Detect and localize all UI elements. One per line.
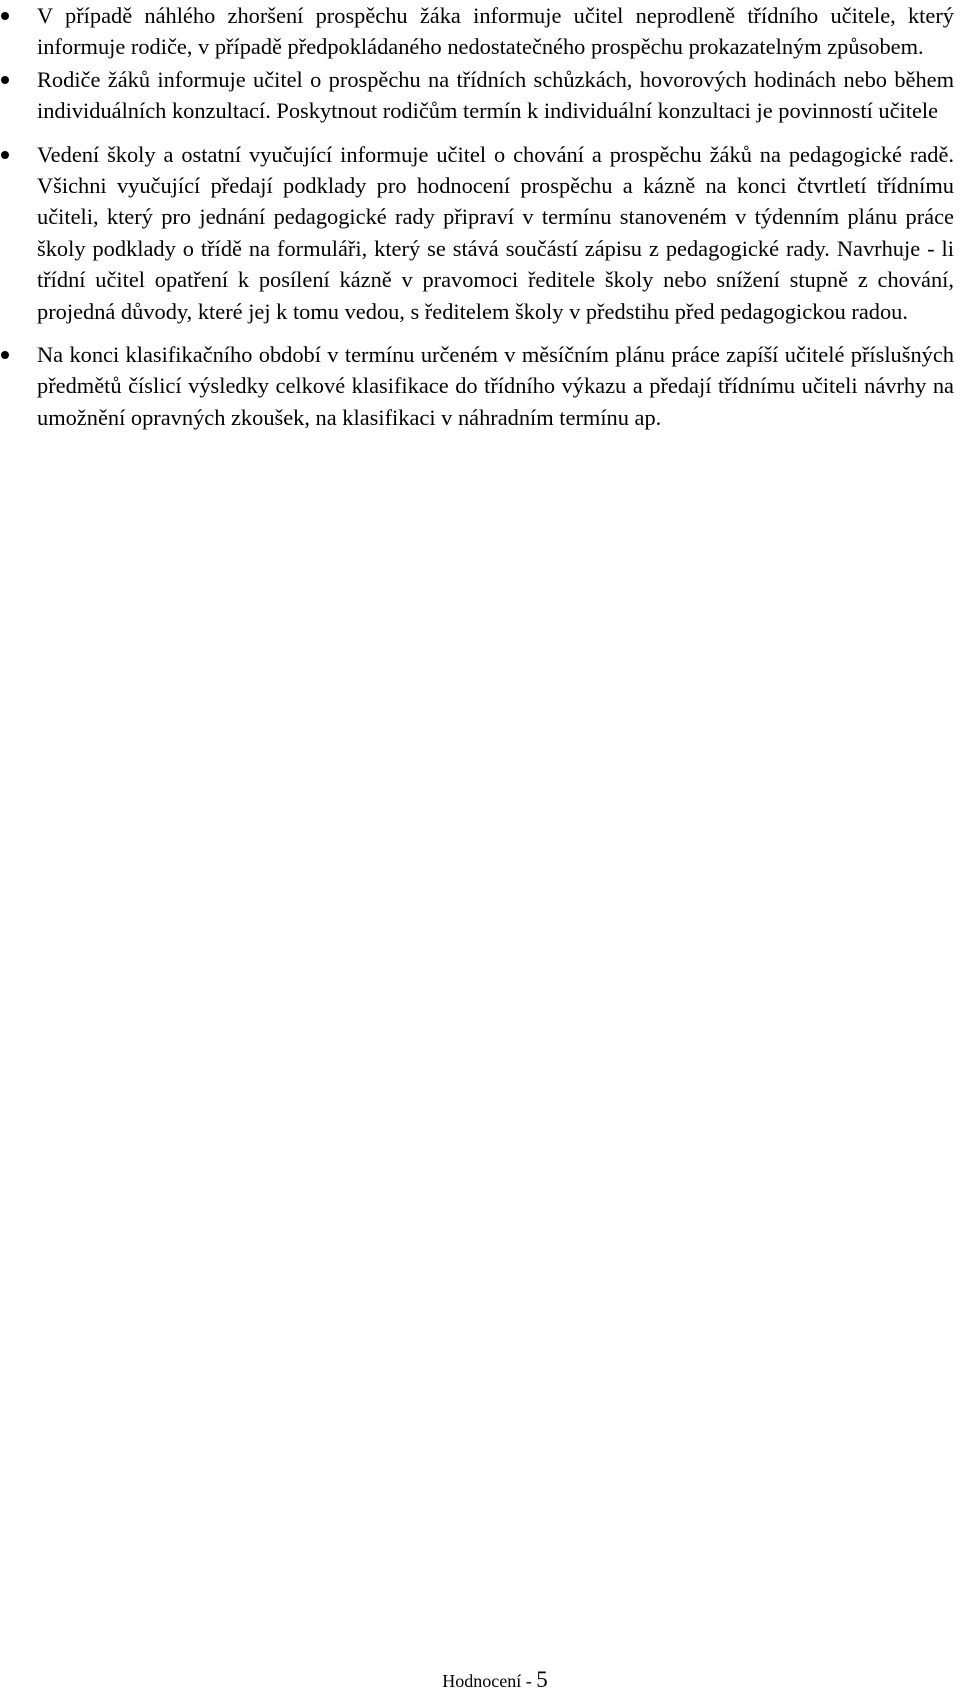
footer-label: Hodnocení - (442, 1671, 532, 1691)
list-item-text: Vedení školy a ostatní vyučující informuje učitel o chování a prospěchu žáků na pedagogické radě. Všichni vyučující předají podklady pro hodnocení prospěchu a kázně na konci čtvrtletí třídnímu učiteli, který pro jednání pedagogické rady připraví v termínu stanoveném v týdenním plánu práce školy podklady o třídě na formuláři, který se stává součástí zápisu z pedagogické rady. Navrhuje - li třídní učitel opatření k posílení kázně v pravomoci ředitele školy nebo snížení stupně z chování, projedná důvody, které jej k tomu vedou, s ředitelem školy v předstihu před pedagogickou radou. (37, 141, 954, 324)
list-item (0, 0, 960, 63)
page-number: 5 (536, 1667, 548, 1692)
list-item-text: Na konci klasifikačního období v termínu určeném v měsíčním plánu práce zapíší učitelé příslušných předmětů číslicí výsledky celkové klasifikace do třídního výkazu a předají třídnímu učiteli návrhy na umožnění opravných zkoušek, na klasifikaci v náhradním termínu ap. (37, 342, 954, 430)
list-item (0, 64, 960, 127)
list-item-text: V případě náhlého zhoršení prospěchu žáka informuje učitel neprodleně třídního učitele, který informuje rodiče, v případě předpokládaného nedostatečného prospěchu prokazatelným způsobem. (37, 3, 954, 60)
bullet-list (0, 0, 960, 433)
list-item-text: Rodiče žáků informuje učitel o prospěchu na třídních schůzkách, hovorových hodinách nebo během individuálních konzultací. Poskytnout rodičům termín k individuální konzultaci je povinností učitele (37, 66, 954, 124)
bullet-icon (1, 351, 9, 359)
list-item (0, 339, 960, 433)
page-footer (0, 1668, 960, 1693)
bullet-icon (1, 12, 9, 20)
bullet-icon (1, 151, 9, 159)
bullet-icon (1, 76, 9, 84)
list-item (0, 139, 960, 327)
document-body (0, 0, 960, 433)
